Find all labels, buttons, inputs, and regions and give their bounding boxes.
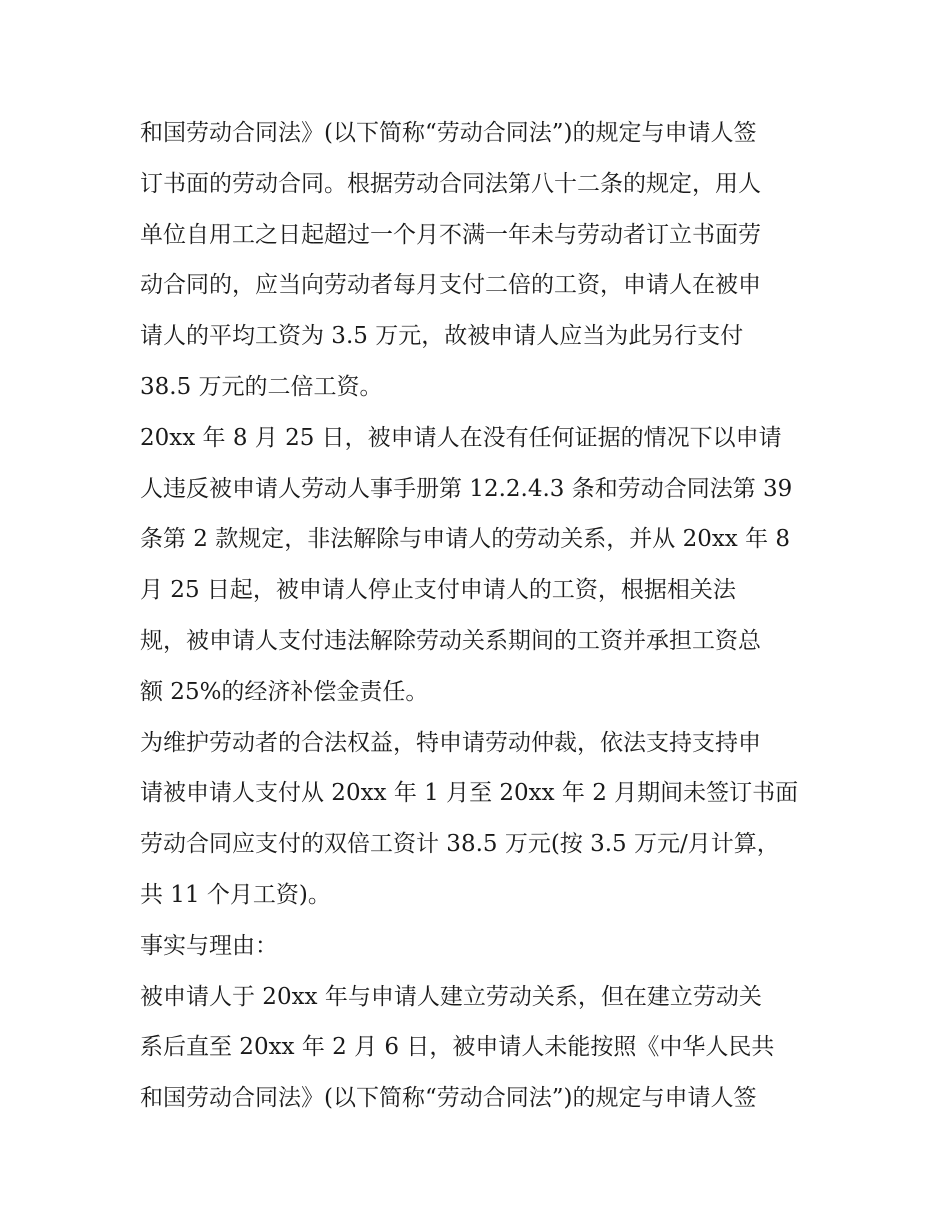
- text-line: 人违反被申请人劳动人事手册第 12.2.4.3 条和劳动合同法第 39: [140, 475, 793, 502]
- text-line: 劳动合同应支付的双倍工资计 38.5 万元(按 3.5 万元/月计算，: [140, 831, 780, 858]
- text-line: 月 25 日起，被申请人停止支付申请人的工资，根据相关法: [140, 577, 736, 604]
- text-line: 系后直至 20xx 年 2 月 6 日，被申请人未能按照《中华人民共: [140, 1034, 775, 1061]
- text-line: 动合同的，应当向劳动者每月支付二倍的工资，申请人在被申: [140, 272, 761, 299]
- document-body: [140, 108, 820, 1124]
- text-line: 38.5 万元的二倍工资。: [140, 373, 383, 400]
- text-line: 和国劳动合同法》(以下简称“劳动合同法”)的规定与申请人签: [140, 120, 757, 146]
- text-line: 共 11 个月工资)。: [140, 881, 331, 908]
- text-line: 和国劳动合同法》(以下简称“劳动合同法”)的规定与申请人签: [140, 1085, 757, 1112]
- text-line: 为维护劳动者的合法权益，特申请劳动仲裁，依法支持支持申: [140, 729, 761, 756]
- text-line: 请被申请人支付从 20xx 年 1 月至 20xx 年 2 月期间未签订书面: [140, 780, 799, 807]
- text-line: 单位自用工之日起超过一个月不满一年未与劳动者订立书面劳: [140, 221, 761, 248]
- text-line: 20xx 年 8 月 25 日，被申请人在没有任何证据的情况下以申请: [140, 424, 782, 451]
- text-line: 订书面的劳动合同。根据劳动合同法第八十二条的规定，用人: [140, 170, 761, 197]
- text-line: 条第 2 款规定，非法解除与申请人的劳动关系，并从 20xx 年 8: [140, 526, 791, 553]
- text-line: 规，被申请人支付违法解除劳动关系期间的工资并承担工资总: [140, 627, 761, 654]
- text-line: 额 25%的经济补偿金责任。: [140, 678, 429, 705]
- text-line: 请人的平均工资为 3.5 万元，故被申请人应当为此另行支付: [140, 323, 744, 350]
- section-heading: 事实与理由：: [140, 932, 278, 959]
- text-line: 被申请人于 20xx 年与申请人建立劳动关系，但在建立劳动关: [140, 983, 762, 1010]
